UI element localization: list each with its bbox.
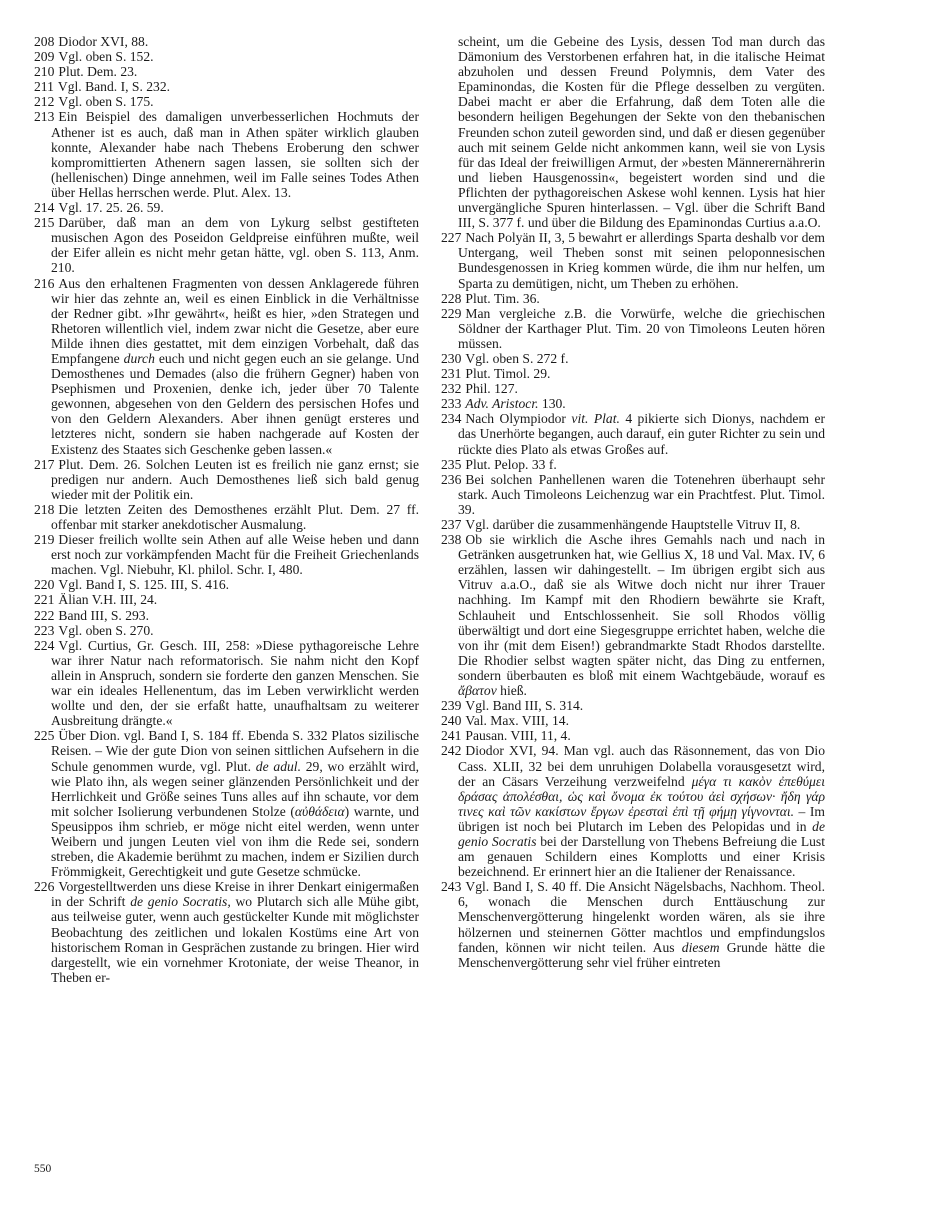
footnote-text: Vgl. 17. 25. 26. 59. — [58, 200, 164, 216]
footnote-number: 237 — [441, 517, 462, 532]
footnote-229 — [441, 306, 825, 351]
footnotes-right-column — [441, 34, 825, 970]
page-number: 550 — [34, 1163, 52, 1175]
footnote-text: wo Plutarch sich alle Mühe gibt, aus teilweise guter, wenn auch gestückelter Kunde mit möglichster Beobachtung des zeitlichen und lokalen Kostüms eine Art von historischem Roman in Gesprächen zustande zu bringen. Hier wird dargestellt, wie ein vornehmer Krotoniate, der weise Theanor, in Theben er- — [51, 894, 419, 985]
footnote-221 — [34, 592, 419, 607]
footnote-text: Vgl. Band I, S. 125. III, S. 416. — [58, 577, 230, 593]
footnote-text: Nach Polyän II, 3, 5 bewahrt er allerdings Sparta deshalb vor dem Untergang, weil Theben sonst mit seinen peloponnesischen Bundesgenossen in Krieg kommen würde, die ihm nur helfen, um Sparta zu demütigen, nicht, um Theben zu erhöhen. — [458, 230, 825, 291]
footnote-number: 232 — [441, 381, 462, 397]
footnote-text: Vgl. oben S. 175. — [58, 94, 154, 110]
footnote-italic-text: diesem — [681, 939, 720, 955]
footnote-number: 214 — [34, 200, 55, 216]
footnote-text: Bei solchen Panhellenen waren die Totenehren überhaupt sehr stark. Auch Timoleons Leichenzug war ein Prachtfest. Plut. Timol. 39. — [458, 471, 825, 517]
footnote-text: Dieser freilich wollte sein Athen auf alle Weise heben und dann erst noch zur vorkämpfenden Macht für die Freiheit Griechenlands machen. Vgl. Niebuhr, Kl. philol. Schr. I, 480. — [51, 532, 419, 578]
footnote-243 — [441, 879, 825, 970]
footnote-223 — [34, 623, 419, 638]
footnote-text: hieß. — [496, 683, 527, 699]
footnote-number: 215 — [34, 215, 55, 231]
footnote-text: Diodor XVI, 94. Man vgl. auch das Räsonnement, das von Dio Cass. XLII, 32 bei dem unruhigen Dolabella vorausgesetzt wird, der an Cäsars Verzeihung verzweifelnd — [458, 743, 825, 789]
footnote-231 — [441, 366, 825, 381]
footnote-number: 235 — [441, 456, 462, 472]
footnote-text: Über Dion. vgl. Band I, S. 184 ff. Ebenda S. 332 Platos sizilische Reisen. – Wie der gute Dion von seinen sittlichen Aufsehern in die Schule genommen wurde, vgl. Plut. — [51, 728, 419, 774]
footnote-number: 242 — [441, 743, 462, 759]
footnote-240 — [441, 713, 825, 728]
footnote-number: 229 — [441, 305, 462, 321]
footnote-text: Phil. 127. — [465, 381, 518, 397]
footnote-224 — [34, 638, 419, 729]
footnote-number: 216 — [34, 275, 55, 291]
footnote-text: 130. — [538, 396, 566, 412]
footnote-italic-text: durch — [123, 350, 155, 366]
footnote-italic-text: de adul. — [255, 758, 301, 774]
footnote-italic-text: αὐθάδεια — [294, 803, 345, 819]
footnote-text: Vgl. darüber die zusammenhängende Hauptstelle Vitruv II, 8. — [465, 517, 801, 532]
footnote-number: 212 — [34, 94, 55, 110]
footnote-227 — [441, 230, 825, 290]
footnote-text: Vgl. Band III, S. 314. — [465, 698, 584, 714]
footnote-235 — [441, 457, 825, 472]
footnote-number: 241 — [441, 728, 462, 744]
footnote-number: 221 — [34, 592, 55, 608]
footnote-number: 223 — [34, 622, 55, 638]
footnote-214 — [34, 200, 419, 215]
footnote-211 — [34, 79, 419, 94]
footnote-237 — [441, 517, 825, 532]
footnote-number: 233 — [441, 396, 462, 412]
footnote-text: Ob sie wirklich die Asche ihres Gemahls nach und nach in Getränken ausgetrunken hat, wie Gellius X, 18 und Val. Max. IV, 6 erzählen, lassen wir dahingestellt. – Im übrigen ergibt sich aus Vitruv a.a.O., daß sie als Witwe doch nicht nur ihrer Trauer nachhing. Im Kampf mit den Rhodiern bewährte sie Kraft, Schlauheit und Entschlossenheit. Sie soll Rhodos völlig überwältigt und dort eine Siegesgruppe errichtet haben, welche die von ihr (mit dem Eisen!) gebrandmarkte Stadt Rhodos darstellte. Die Rhodier selbst wagten später nicht, das Ding zu entfernen, sondern überbauten es bloß mit einem Wachtgebäude, worauf es — [458, 532, 825, 683]
footnote-text: Diodor XVI, 88. — [58, 34, 149, 49]
footnote-text: 4 pikierte sich Dionys, nachdem er das Unerhörte begangen, auch darauf, ein guter Richter zu sein und rückte dies Plato als etwas Großes auf. — [458, 411, 826, 457]
footnote-text: scheint, um die Gebeine des Lysis, dessen Tod man durch das Dämonium des Verstorbenen erfahren hat, in die italische Heimat abzuholen und dessen Freund Polymnis, dem Vater des Epaminondas, die Kosten für die Pflege desselben zu vergüten. Dabei macht er aber die Erfahrung, daß dem Toten alle die besondern heiligen Begehungen der Sekte von den thebanischen Freunden schon zuteil geworden sind, und daß er diesen gegenüber auch mit seinem Gelde nicht ankommen kann, weil sie von Lysis für das Ideal der freiwilligen Armut, der »besten Männerernährerin und lieben Hausgenossin«, begeistert worden sind und die Pflichten der pythagoreischen Askese wohl kennen. Lysis hat hier unvergängliche Spuren hinterlassen. – Vgl. über die Schrift Band III, S. 377 f. und über die Bildung des Epaminondas Curtius a.a.O. — [458, 34, 825, 231]
footnote-number: 227 — [441, 230, 462, 246]
footnote-text: Band III, S. 293. — [58, 607, 150, 623]
footnote-number: 226 — [34, 879, 55, 895]
footnote-text: euch und nicht gegen euch an sie gelange. Und Demosthenes und Demades (also die frühern Gegner) haben von Psephismen und Proxenien, denke ich, jeder über 70 Talente gewonnen, abgesehen von den Geldern des persischen Hofes und von den Geldern Alexanders. Aber ihnen genügt ersteres und letzteres nicht, sondern sie haben nachgerade auf Kosten der Existenz des Staates sich Geschenke geben lassen.« — [51, 350, 419, 457]
footnote-italic-text: vit. Plat. — [571, 411, 620, 427]
footnote-234 — [441, 411, 825, 456]
footnote-number: 225 — [34, 728, 55, 744]
footnote-text: Plut. Tim. 36. — [465, 290, 540, 306]
footnote-text: Älian V.H. III, 24. — [58, 592, 158, 608]
footnote-number: 208 — [34, 34, 55, 49]
footnote-212 — [34, 94, 419, 109]
footnote-italic-text: de genio Socratis, — [130, 894, 231, 910]
footnote-228 — [441, 291, 825, 306]
footnote-217 — [34, 457, 419, 502]
footnote-232 — [441, 381, 825, 396]
footnote-219 — [34, 532, 419, 577]
footnote-text: Plut. Dem. 23. — [58, 64, 138, 80]
footnote-number: 211 — [34, 79, 54, 95]
footnote-italic-text: Adv. Aristocr. — [465, 396, 539, 412]
footnote-italic-text: de genio Socratis — [458, 818, 825, 849]
footnote-number: 230 — [441, 350, 462, 366]
footnote-text: Nach Olympiodor — [465, 411, 572, 427]
footnote-continuation — [441, 34, 825, 230]
footnote-text: Man vergleiche z.B. die Vorwürfe, welche die griechischen Söldner der Karthager Plut. Tim. 20 von Timoleons Leuten hören müssen. — [458, 305, 825, 351]
footnote-210 — [34, 64, 419, 79]
footnote-215 — [34, 215, 419, 275]
footnote-number: 240 — [441, 713, 462, 729]
footnote-number: 210 — [34, 64, 55, 80]
footnote-text: Plut. Pelop. 33 f. — [465, 456, 557, 472]
footnote-number: 213 — [34, 109, 55, 125]
footnote-number: 217 — [34, 456, 55, 472]
footnote-text: – Im übrigen ist noch bei Plutarch im Leben des Pelopidas und in — [458, 803, 825, 834]
footnote-209 — [34, 49, 419, 64]
footnote-number: 224 — [34, 637, 55, 653]
footnote-218 — [34, 502, 419, 532]
footnote-number: 238 — [441, 532, 462, 548]
footnote-number: 218 — [34, 501, 55, 517]
footnote-number: 222 — [34, 607, 55, 623]
footnote-text: Val. Max. VIII, 14. — [465, 713, 569, 729]
footnote-number: 243 — [441, 879, 462, 895]
footnote-number: 228 — [441, 290, 462, 306]
footnote-text: Vgl. Band I, S. 40 ff. Die Ansicht Nägelsbachs, Nachhom. Theol. 6, wonach die Menschen durch Enttäuschung zur Menschenvergötterung hingelenkt worden wären, als sie ihre hölzernen und steinernen Götter machtlos und empfindungslos fanden, können wir nicht teilen. Aus — [458, 879, 825, 955]
footnote-226 — [34, 879, 419, 985]
footnote-text: Vgl. oben S. 152. — [58, 49, 154, 65]
footnote-239 — [441, 698, 825, 713]
footnote-208 — [34, 34, 419, 49]
footnote-225 — [34, 728, 419, 879]
footnote-number: 220 — [34, 577, 55, 593]
footnote-241 — [441, 728, 825, 743]
footnote-number: 234 — [441, 411, 462, 427]
footnote-text: 29, wo erzählt wird, wie Plato ihn, als wegen seiner glänzenden Persönlichkeit und der Herrlichkeit und Größe seines Tuns alles auf ihn schaute, vor dem mit solcher Isolierung verbundenen Stolze ( — [51, 758, 420, 819]
footnote-213 — [34, 109, 419, 200]
footnote-text: Aus den erhaltenen Fragmenten von dessen Anklagerede führen wir hier das zehnte an, weil es einen Einblick in die Verhältnisse der Redner gibt. »Ihr gewährt«, heißt es hier, »den Strategen und Rhetoren willentlich viel, indem zwar nicht die Gesetze, aber eure Milde ihnen dies gestattet, mit dem einzigen Vorbehalt, daß das Empfangene — [51, 275, 419, 366]
footnotes-left-column — [34, 34, 419, 985]
footnote-text: Darüber, daß man an dem von Lykurg selbst gestifteten musischen Agon des Poseidon Geldpreise einführen mußte, weil der Eifer allein es nicht mehr getan hätte, vgl. oben S. 113, Anm. 210. — [51, 215, 419, 276]
footnote-text: Vgl. oben S. 270. — [58, 622, 154, 638]
footnote-number: 239 — [441, 698, 462, 714]
footnote-number: 236 — [441, 471, 462, 487]
footnote-text: Plut. Dem. 26. Solchen Leuten ist es freilich nie ganz ernst; sie predigen nur andern. Auch Demosthenes ließ sich bald genug wieder mit der Politik ein. — [51, 456, 419, 502]
footnote-italic-text: ἄβατον — [458, 683, 497, 699]
footnote-236 — [441, 472, 825, 517]
footnote-text: Vgl. Curtius, Gr. Gesch. III, 258: »Diese pythagoreische Lehre war ihrer Natur nach reformatorisch. Sie nahm nicht den Kopf allein in Anspruch, sondern sie forderte den ganzen Menschen. Sie war ein ideales Hellenentum, das im Leben verwirklicht werden wollte und den, der sie erfaßt hatte, unaufhaltsam zu weiterer Ausbreitung drängte.« — [51, 637, 419, 729]
footnote-text: Vorgestelltwerden uns diese Kreise in ihrer Denkart einigermaßen in der Schrift — [51, 879, 419, 910]
footnote-text: Ein Beispiel des damaligen unverbesserlichen Hochmuts der Athener ist es auch, daß man in Athen später wirklich glauben konnte, Alexander habe nach Thebens Eroberung den schwer kompromittierten Athenern sagen lassen, sie sollten sich der (hellenischen) Dinge annehmen, weil im Falle seines Todes Athen über Hellas herrschen werde. Plut. Alex. 13. — [51, 109, 419, 200]
footnote-230 — [441, 351, 825, 366]
footnote-220 — [34, 577, 419, 592]
footnote-italic-text: μέγα τι κακὸν ἐπεθύμει δράσας ἀπολέσθαι, ὡς καὶ ὄνομα ἐκ τούτου ἀεὶ σχήσων· ἤδη γάρ τινες καὶ τῶν κακίστων ἔργων ἐρεσταὶ ἐπὶ τῇ φήμῃ γίγνονται. — [458, 773, 826, 819]
footnote-text: Vgl. oben S. 272 f. — [465, 350, 569, 366]
footnote-233 — [441, 396, 825, 411]
footnote-238 — [441, 532, 825, 698]
footnote-text: Die letzten Zeiten des Demosthenes erzählt Plut. Dem. 27 ff. offenbar mit starker anekdotischer Ausmalung. — [51, 501, 419, 532]
footnote-number: 231 — [441, 366, 462, 382]
footnote-number: 209 — [34, 49, 55, 65]
footnote-text: Plut. Timol. 29. — [465, 366, 551, 382]
footnote-text: Pausan. VIII, 11, 4. — [465, 728, 571, 744]
footnote-222 — [34, 608, 419, 623]
footnote-242 — [441, 743, 825, 879]
footnote-number: 219 — [34, 532, 55, 548]
footnote-text: Vgl. Band. I, S. 232. — [57, 79, 171, 95]
footnote-text: ) warnte, und Speusippos ihm schrieb, er möge nicht eitel werden, wenn unter Weibern und jungen Leuten viel von ihm die Rede sei, sondern streben, die Akademie berühmt zu machen, indem er Sizilien durch Frömmigkeit, Gerechtigkeit und gute Gesetze schmücke. — [51, 803, 419, 880]
footnote-216 — [34, 276, 419, 457]
footnote-text: bei der Darstellung von Thebens Befreiung die Lust am genauen Schildern eines Komplotts und einer Krisis bezeichnend. Er erinnert hier an die Italiener der Renaissance. — [458, 833, 825, 880]
footnote-text: Grunde hätte die Menschenvergötterung sehr viel früher eintreten — [458, 939, 825, 970]
